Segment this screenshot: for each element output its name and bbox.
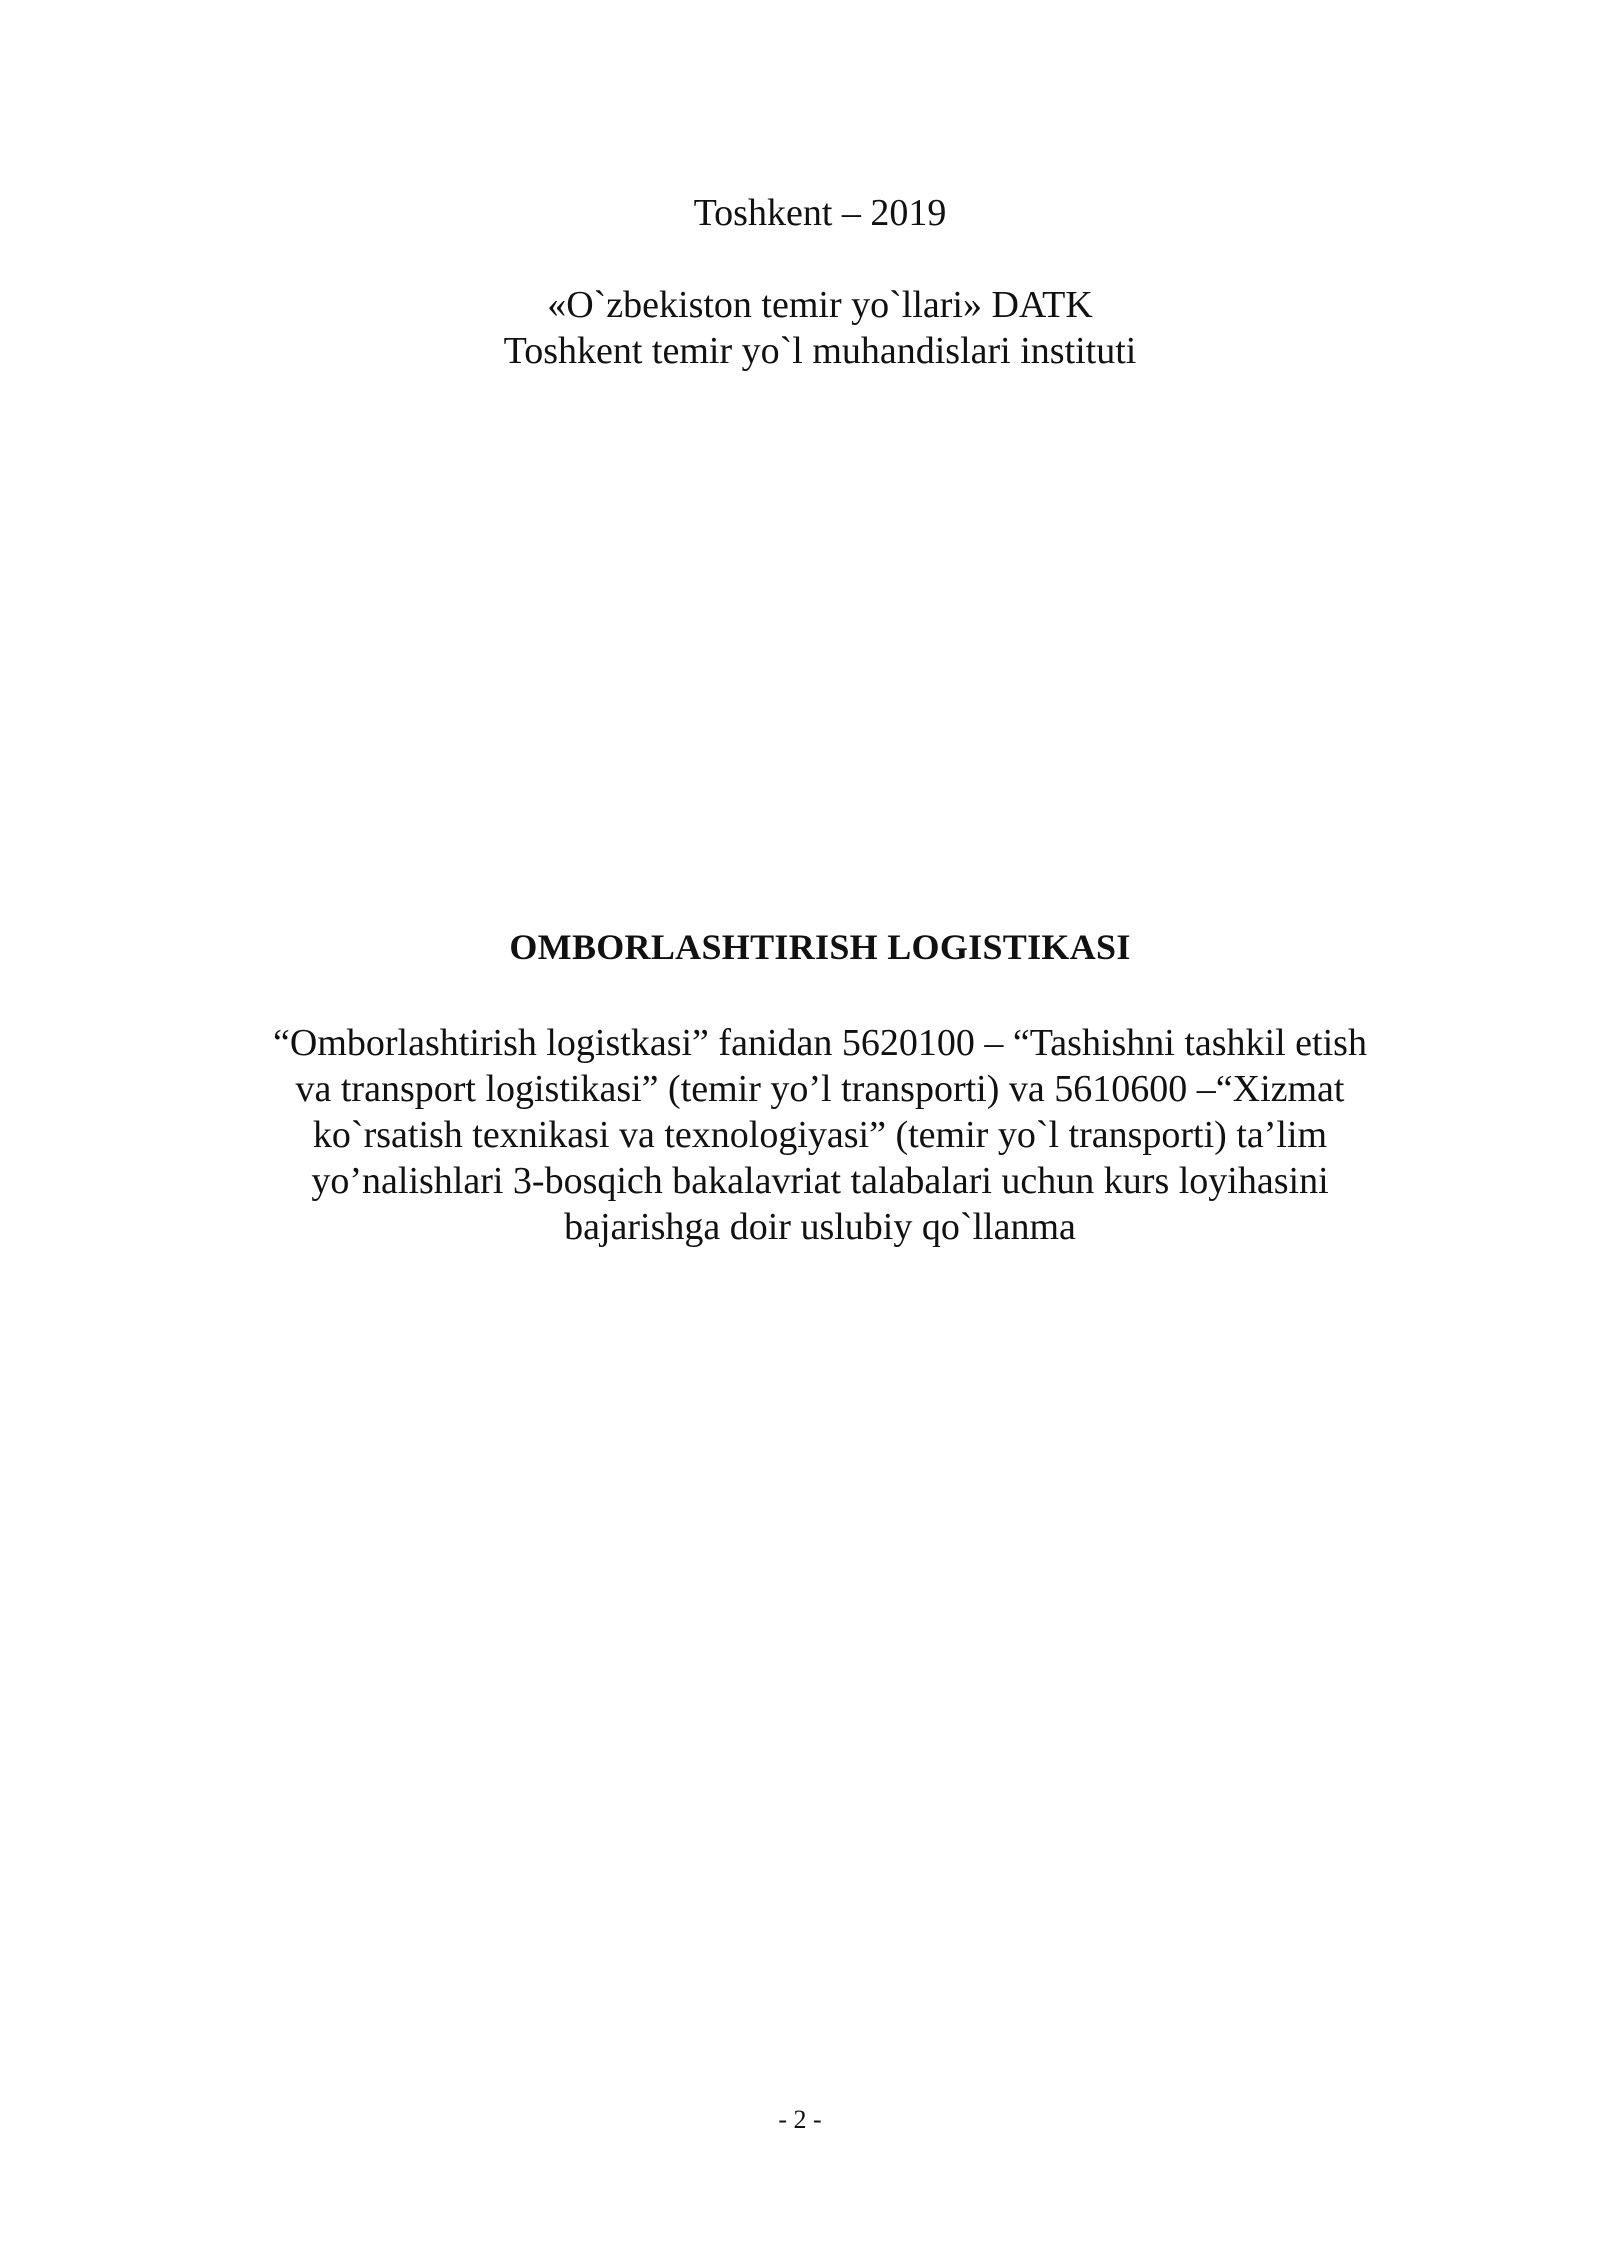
description-line: bajarishga doir uslubiy qo`llanma	[564, 1206, 1076, 1248]
city-year: Toshkent – 2019	[693, 192, 947, 234]
description-line: ko`rsatish texnikasi va texnologiyasi” (temir yo`l transporti) ta’lim	[312, 1114, 1328, 1156]
organization-line-2: Toshkent temir yo`l muhandislari instituti	[503, 330, 1137, 372]
organization-line-1: «O`zbekiston temir yo`llari» DATK	[547, 284, 1093, 326]
document-title: OMBORLASHTIRISH LOGISTIKASI	[509, 927, 1131, 967]
description-line: va transport logistikasi” (temir yo’l transporti) va 5610600 –“Xizmat	[295, 1068, 1345, 1110]
organization-block	[160, 282, 1480, 374]
page-number: - 2 -	[778, 2105, 822, 2134]
description-line: yo’nalishlari 3-bosqich bakalavriat talabalari uchun kurs loyihasini	[311, 1160, 1329, 1202]
description-line: “Omborlashtirish logistkasi” fanidan 5620100 – “Tashishni tashkil etish	[273, 1022, 1367, 1064]
document-description	[190, 1020, 1450, 1250]
